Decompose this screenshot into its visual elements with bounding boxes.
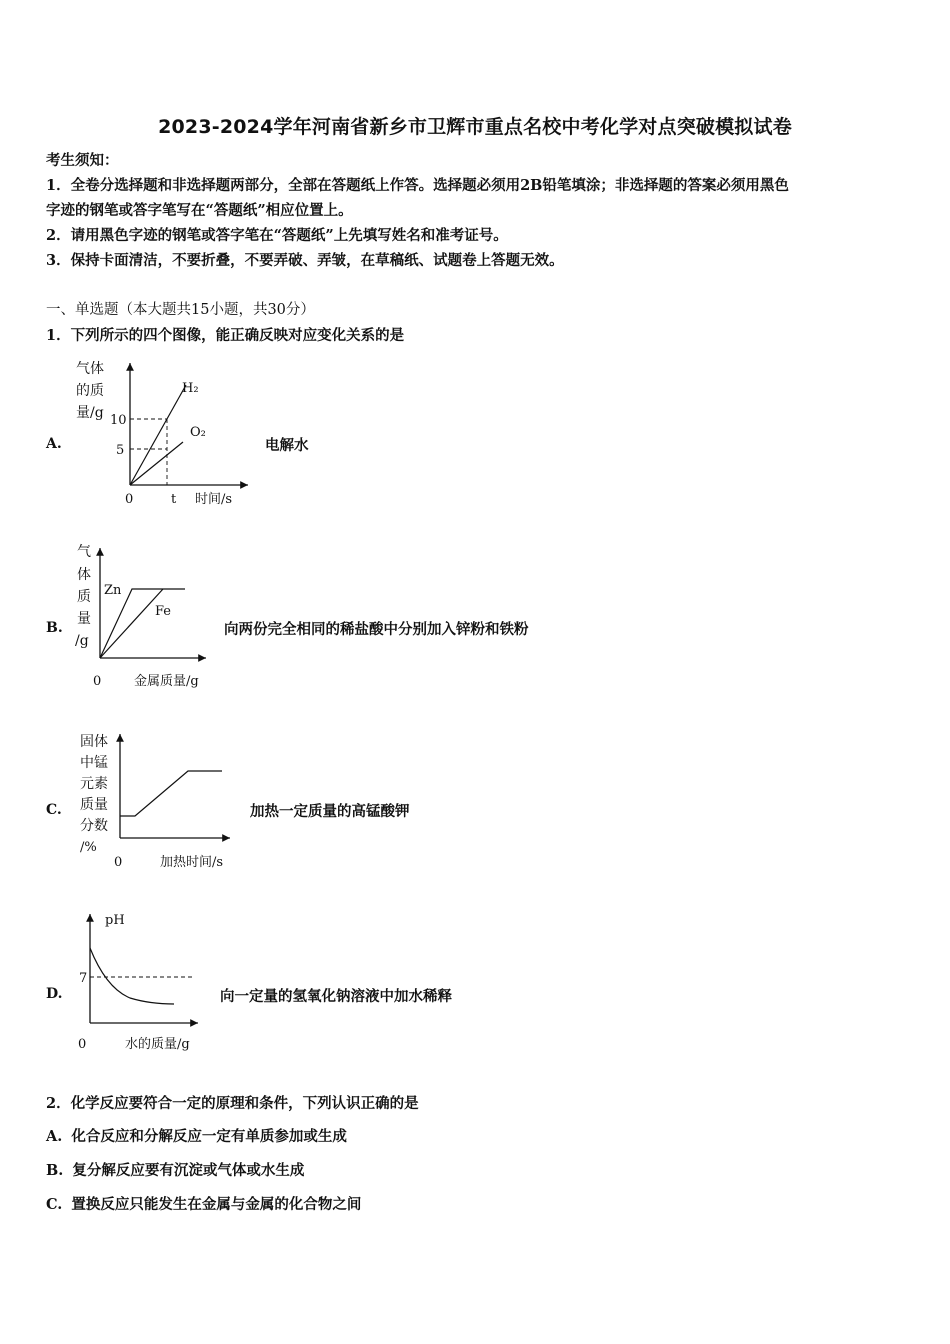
- question-stem-2: 2．化学反应要符合一定的原理和条件，下列认识正确的是: [46, 1095, 419, 1112]
- series-line-o2: [130, 442, 183, 485]
- series-label-zn: Zn: [104, 583, 122, 598]
- y-axis-label-line: 质: [77, 589, 91, 605]
- option-letter-a: A.: [46, 436, 62, 452]
- q2-option-c: [46, 1195, 361, 1215]
- x-axis-label: 加热时间/s: [160, 855, 224, 870]
- y-axis-label-line: 体: [77, 567, 91, 583]
- notice-heading: 考生须知：: [46, 152, 119, 169]
- series-line-fe: [100, 589, 163, 658]
- series-label-fe: Fe: [155, 604, 172, 619]
- option-text: 复分解反应要有沉淀或气体或水生成: [72, 1162, 305, 1179]
- page-title: 2023-2024学年河南省新乡市卫辉市重点名校中考化学对点突破模拟试卷: [158, 116, 792, 138]
- option-letter-b: B.: [46, 620, 63, 636]
- notice-item: 3．保持卡面清洁，不要折叠，不要弄破、弄皱，在草稿纸、试题卷上答题无效。: [46, 252, 564, 269]
- chart-c: [70, 726, 250, 876]
- option-desc-d: 向一定量的氢氧化钠溶液中加水稀释: [220, 988, 452, 1005]
- chart-b: [70, 540, 230, 695]
- y-tick-label: 5: [116, 443, 125, 458]
- y-axis-label-line: 气体: [76, 361, 104, 377]
- series-line-ph: [90, 948, 174, 1004]
- y-axis-label-line: 量: [77, 611, 91, 627]
- option-letter: C.: [46, 1196, 63, 1213]
- q2-option-a: [46, 1127, 347, 1147]
- option-letter: B.: [46, 1162, 64, 1179]
- y-axis-label-line: 元素: [80, 776, 108, 792]
- y-axis-label: pH: [105, 913, 125, 928]
- x-tick-label: t: [171, 492, 177, 507]
- series-line-h2: [130, 385, 186, 485]
- y-axis-label-line: 中锰: [80, 755, 108, 771]
- chart-a: [70, 355, 270, 515]
- y-axis-label-line: 质量: [80, 797, 108, 813]
- origin-label: 0: [93, 674, 102, 689]
- series-line-mn: [120, 771, 222, 816]
- y-axis-label-line: 固体: [80, 734, 108, 750]
- origin-label: 0: [114, 855, 123, 870]
- series-label-o2: O₂: [190, 425, 206, 440]
- option-letter-d: D.: [46, 986, 63, 1002]
- option-text: 置换反应只能发生在金属与金属的化合物之间: [71, 1196, 362, 1213]
- y-axis-label-line: 气: [77, 544, 91, 560]
- option-text: 化合反应和分解反应一定有单质参加或生成: [71, 1128, 347, 1145]
- y-tick-label: 10: [110, 413, 127, 428]
- notice-item: 字迹的钢笔或答字笔写在“答题纸”相应位置上。: [46, 202, 353, 219]
- section-heading: 一、单选题（本大题共15小题，共30分）: [46, 302, 315, 318]
- origin-label: 0: [78, 1037, 87, 1052]
- y-axis-label-line: /%: [80, 840, 97, 855]
- series-label-h2: H₂: [182, 381, 199, 396]
- x-axis-label: 金属质量/g: [134, 674, 199, 689]
- option-desc-b: 向两份完全相同的稀盐酸中分别加入锌粉和铁粉: [224, 621, 529, 638]
- series-line-zn: [100, 589, 185, 658]
- x-axis-label: 时间/s: [195, 492, 233, 507]
- question-stem-1: 1．下列所示的四个图像，能正确反映对应变化关系的是: [46, 327, 405, 344]
- option-letter: A.: [46, 1128, 63, 1145]
- notice-item: 1．全卷分选择题和非选择题两部分，全部在答题纸上作答。选择题必须用2B铅笔填涂；非选择题的答案必须用黑色: [46, 177, 789, 194]
- y-axis-label-line: /g: [75, 633, 89, 649]
- notice-item: 2．请用黑色字迹的钢笔或答字笔在“答题纸”上先填写姓名和准考证号。: [46, 227, 508, 244]
- x-axis-label: 水的质量/g: [125, 1037, 190, 1052]
- y-tick-label: 7: [79, 971, 88, 986]
- option-letter-c: C.: [46, 802, 62, 818]
- chart-d: [70, 906, 240, 1056]
- y-axis-label-line: 分数: [80, 818, 108, 834]
- q2-option-b: [46, 1161, 304, 1181]
- y-axis-label-line: 的质: [76, 383, 104, 399]
- option-desc-a: 电解水: [265, 437, 309, 454]
- origin-label: 0: [125, 492, 134, 507]
- y-axis-label-line: 量/g: [76, 405, 104, 421]
- option-desc-c: 加热一定质量的高锰酸钾: [250, 803, 410, 820]
